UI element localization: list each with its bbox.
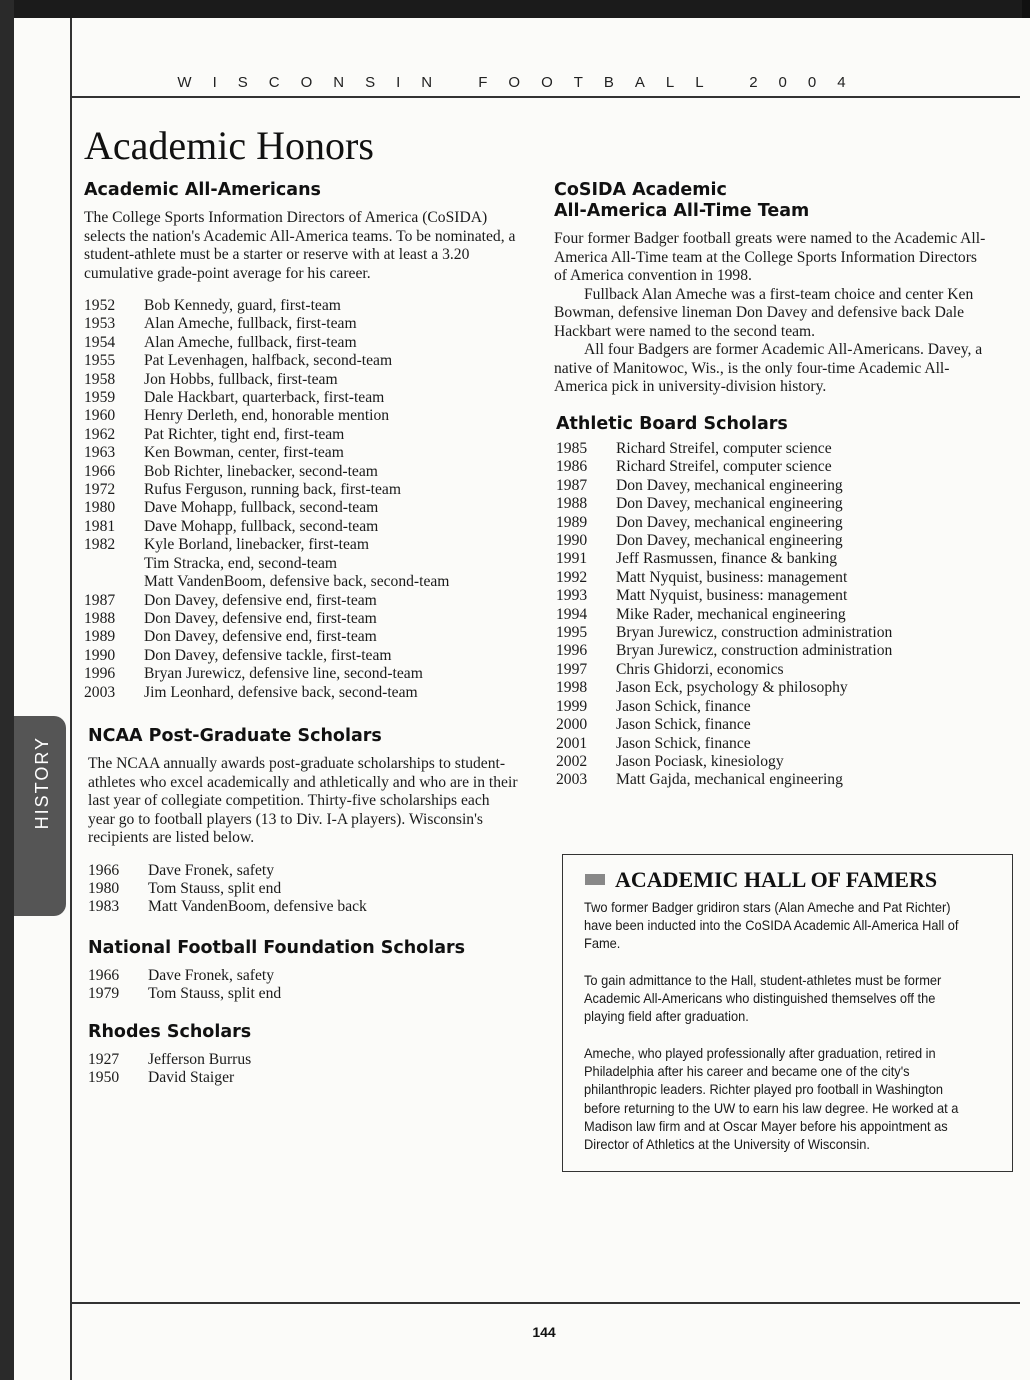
list-item	[88, 1069, 520, 1087]
entry-year: 1959	[84, 389, 116, 407]
entry-year: 1983	[88, 898, 120, 916]
list-item	[84, 665, 516, 683]
entry-text: Chris Ghidorzi, economics	[616, 660, 784, 678]
nff-scholars-list	[88, 967, 520, 1004]
entry-year: 1966	[84, 462, 116, 480]
paragraph: Fullback Alan Ameche was a first-team choice and center Ken Bowman, defensive lineman Don Davey and defensive back Dale Hackbart were named to the second team.	[554, 285, 974, 340]
entry-text: Matt Gajda, mechanical engineering	[616, 771, 843, 789]
entry-text: Jason Schick, finance	[616, 716, 751, 734]
document-page	[14, 18, 1030, 1380]
entry-text: Don Davey, mechanical engineering	[616, 495, 843, 513]
entry-year: 1993	[556, 587, 588, 605]
entry-year: 1981	[84, 517, 116, 535]
list-item	[556, 477, 994, 495]
entry-text: Tim Stracka, end, second-team	[144, 554, 338, 572]
entry-text: Matt Nyquist, business: management	[616, 568, 848, 586]
list-item	[556, 679, 994, 697]
entry-year: 1992	[556, 568, 588, 586]
entry-year: 1979	[88, 985, 120, 1003]
list-item	[556, 698, 994, 716]
entry-text: Bryan Jurewicz, defensive line, second-team	[144, 665, 423, 683]
list-item	[88, 1051, 520, 1069]
cosida-all-time-section	[554, 180, 992, 397]
list-item	[84, 371, 516, 389]
box-paragraph: To gain admittance to the Hall, student-athletes must be former Academic All-Americans who distinguished themselves off the playing field after graduation.	[584, 973, 942, 1025]
entry-year: 1954	[84, 333, 116, 351]
list-item	[84, 628, 516, 646]
entry-year: 1986	[556, 458, 588, 476]
box-paragraph: Two former Badger gridiron stars (Alan Ameche and Pat Richter) have been inducted into the CoSIDA Academic All-America Hall of Fame.	[584, 900, 959, 952]
entry-year: 2000	[556, 716, 588, 734]
entry-text: Jon Hobbs, fullback, first-team	[144, 370, 338, 388]
list-item	[88, 880, 520, 898]
section-side-tab	[14, 716, 66, 916]
entry-text: Bryan Jurewicz, construction administration	[616, 624, 893, 642]
list-item	[556, 642, 994, 660]
list-item	[556, 624, 994, 642]
list-item	[84, 573, 516, 591]
list-item	[84, 499, 516, 517]
section-intro: The NCAA annually awards post-graduate scholarships to student-athletes who excel academically and athletically and who are in their last year of collegiate competition. Thirty-five scholarships each year go to football players (13 to Div. I-A players). Wisconsin's recipients are listed below.	[88, 755, 518, 846]
entry-year: 1998	[556, 679, 588, 697]
entry-year	[84, 573, 144, 591]
entry-text: Tom Stauss, split end	[148, 985, 282, 1003]
heading-line-1: CoSIDA Academic	[554, 180, 727, 200]
entry-year: 1972	[84, 481, 116, 499]
entry-text: Don Davey, defensive tackle, first-team	[144, 646, 392, 664]
section-heading	[554, 180, 992, 222]
entry-year: 1997	[556, 660, 588, 678]
list-item	[84, 647, 516, 665]
footer-rule	[70, 1302, 1020, 1304]
page-title: Academic Honors	[84, 123, 374, 168]
entry-text: Bob Richter, linebacker, second-team	[144, 462, 378, 480]
entry-year: 1966	[88, 967, 120, 984]
entry-text: Matt Nyquist, business: management	[616, 587, 848, 605]
list-item	[84, 555, 516, 573]
entry-text: Bryan Jurewicz, construction administration	[616, 642, 893, 660]
entry-text: Don Davey, defensive end, first-team	[144, 591, 377, 609]
entry-year: 1927	[88, 1051, 120, 1068]
list-item	[84, 463, 516, 481]
list-item	[84, 444, 516, 462]
list-item	[556, 771, 994, 789]
list-item	[556, 514, 994, 532]
header-rule	[70, 96, 1020, 98]
entry-text: Jason Schick, finance	[616, 697, 751, 715]
section-heading: NCAA Post-Graduate Scholars	[88, 726, 382, 746]
entry-year: 1980	[88, 879, 120, 897]
list-item	[84, 315, 516, 333]
list-item	[556, 661, 994, 679]
entry-year: 2001	[556, 734, 588, 752]
entry-text: Dave Fronek, safety	[148, 967, 275, 984]
entry-year: 1960	[84, 407, 116, 425]
list-item	[88, 862, 520, 880]
entry-year: 1999	[556, 697, 588, 715]
entry-year: 1985	[556, 440, 588, 457]
list-item	[556, 495, 994, 513]
entry-text: Don Davey, mechanical engineering	[616, 476, 843, 494]
section-heading: National Football Foundation Scholars	[88, 938, 466, 958]
page-frame-left-rule	[70, 18, 72, 1380]
list-item	[84, 518, 516, 536]
entry-text: Jefferson Burrus	[148, 1051, 252, 1068]
rhodes-scholars-list	[88, 1051, 520, 1088]
list-item	[556, 532, 994, 550]
entry-text: Dale Hackbart, quarterback, first-team	[144, 389, 385, 407]
entry-year: 1963	[84, 444, 116, 462]
entry-year: 1966	[88, 861, 120, 879]
paragraph: Four former Badger football greats were named to the Academic All-America All-Time team at the College Sports Information Directors of America convention in 1998.	[554, 230, 986, 284]
ncaa-scholars-list	[88, 862, 520, 917]
entry-text: Pat Richter, tight end, first-team	[144, 425, 345, 443]
list-item	[84, 297, 516, 315]
entry-text: Bob Kennedy, guard, first-team	[144, 297, 341, 314]
entry-year: 1987	[84, 591, 116, 609]
list-item	[556, 569, 994, 587]
entry-year	[84, 555, 144, 573]
entry-text: Ken Bowman, center, first-team	[144, 444, 344, 462]
entry-text: Jeff Rasmussen, finance & banking	[616, 550, 838, 568]
entry-year: 1990	[556, 532, 588, 550]
list-item	[84, 684, 516, 702]
entry-year: 1953	[84, 315, 116, 333]
list-item	[556, 753, 994, 771]
list-item	[88, 985, 520, 1003]
list-item	[556, 716, 994, 734]
section-intro: The College Sports Information Directors of America (CoSIDA) selects the nation's Academic All-America teams. To be nominated, a student-athlete must be a starter or reserve with at least a 3.20 cumulative grade-point average for his career.	[84, 209, 516, 282]
square-bullet-icon	[585, 874, 605, 885]
all-americans-list	[84, 297, 516, 702]
entry-year: 1988	[84, 609, 116, 627]
list-item	[84, 334, 516, 352]
nff-scholars-section	[88, 938, 520, 1004]
entry-text: Don Davey, defensive end, first-team	[144, 609, 377, 627]
entry-text: Alan Ameche, fullback, first-team	[144, 315, 357, 333]
entry-text: Alan Ameche, fullback, first-team	[144, 333, 357, 351]
list-item	[84, 592, 516, 610]
entry-text: Pat Levenhagen, halfback, second-team	[144, 352, 393, 370]
entry-year: 1988	[556, 495, 588, 513]
list-item	[84, 610, 516, 628]
side-tab-label: HISTORY	[32, 736, 52, 830]
entry-year: 1980	[84, 499, 116, 517]
entry-text: Jim Leonhard, defensive back, second-team	[144, 683, 418, 701]
entry-year: 1952	[84, 297, 116, 314]
list-item	[556, 550, 994, 568]
list-item	[84, 389, 516, 407]
list-item	[84, 426, 516, 444]
entry-year: 1991	[556, 550, 588, 568]
entry-year: 1982	[84, 536, 116, 554]
athletic-board-section	[556, 414, 994, 790]
box-title-text: ACADEMIC HALL OF FAMERS	[615, 867, 938, 892]
heading-line-2: All-America All-Time Team	[554, 201, 810, 221]
entry-text: Don Davey, mechanical engineering	[616, 513, 843, 531]
entry-text: Kyle Borland, linebacker, first-team	[144, 536, 369, 554]
list-item	[88, 898, 520, 916]
box-paragraph: Ameche, who played professionally after graduation, retired in Philadelphia after his career and became one of the city's philanthropic leaders. Richter played pro football in Washington before returning to the UW to earn his law degree. He worked at a Madison law firm and at Oscar Mayer before his appointment as Director of Athletics at the University of Wisconsin.	[584, 1046, 959, 1153]
entry-text: Tom Stauss, split end	[148, 879, 282, 897]
entry-text: Jason Pociask, kinesiology	[616, 752, 784, 770]
entry-text: Richard Streifel, computer science	[616, 458, 832, 476]
entry-year: 2002	[556, 752, 588, 770]
list-item	[556, 735, 994, 753]
section-heading: Athletic Board Scholars	[556, 414, 788, 434]
entry-year: 1962	[84, 425, 116, 443]
entry-text: Don Davey, mechanical engineering	[616, 532, 843, 550]
entry-text: Richard Streifel, computer science	[616, 440, 832, 457]
academic-all-americans-section	[84, 180, 516, 702]
entry-text: Dave Mohapp, fullback, second-team	[144, 517, 379, 535]
running-header: WISCONSIN FOOTBALL 2004	[177, 74, 867, 91]
list-item	[88, 967, 520, 985]
list-item	[556, 458, 994, 476]
entry-text: Rufus Ferguson, running back, first-team	[144, 481, 401, 499]
entry-year: 1987	[556, 476, 588, 494]
entry-text: Jason Eck, psychology & philosophy	[616, 679, 848, 697]
entry-text: Dave Mohapp, fullback, second-team	[144, 499, 379, 517]
entry-year: 1950	[88, 1069, 120, 1087]
entry-year: 1958	[84, 370, 116, 388]
entry-year: 1990	[84, 646, 116, 664]
list-item	[84, 481, 516, 499]
entry-year: 1955	[84, 352, 116, 370]
entry-text: Jason Schick, finance	[616, 734, 751, 752]
entry-year: 2003	[556, 771, 588, 789]
list-item	[84, 352, 516, 370]
section-heading: Rhodes Scholars	[88, 1022, 252, 1042]
paragraph: All four Badgers are former Academic All-Americans. Davey, a native of Manitowoc, Wis., is the only four-time Academic All-America pick in university-division history.	[554, 341, 983, 395]
entry-year: 1989	[556, 513, 588, 531]
entry-text: Mike Rader, mechanical engineering	[616, 605, 846, 623]
athletic-board-list	[556, 440, 994, 790]
entry-year: 1995	[556, 624, 588, 642]
entry-year: 1996	[556, 642, 588, 660]
scan-edge-left	[0, 0, 14, 1380]
rhodes-scholars-section	[88, 1022, 520, 1088]
entry-text: David Staiger	[148, 1069, 235, 1087]
entry-year: 1989	[84, 628, 116, 646]
box-title	[585, 867, 937, 893]
entry-text: Don Davey, defensive end, first-team	[144, 628, 377, 646]
page-number: 144	[532, 1324, 556, 1340]
entry-text: Henry Derleth, end, honorable mention	[144, 407, 390, 425]
entry-year: 1994	[556, 605, 588, 623]
list-item	[84, 536, 516, 554]
section-heading: Academic All-Americans	[84, 180, 321, 200]
ncaa-scholars-section	[88, 726, 520, 917]
entry-text: Matt VandenBoom, defensive back, second-team	[144, 573, 450, 591]
entry-text: Dave Fronek, safety	[148, 861, 275, 879]
list-item	[556, 440, 994, 458]
hall-of-famers-box	[562, 854, 1013, 1172]
list-item	[84, 407, 516, 425]
entry-text: Matt VandenBoom, defensive back	[148, 898, 367, 916]
entry-year: 2003	[84, 683, 116, 701]
entry-year: 1996	[84, 665, 116, 683]
list-item	[556, 606, 994, 624]
list-item	[556, 587, 994, 605]
